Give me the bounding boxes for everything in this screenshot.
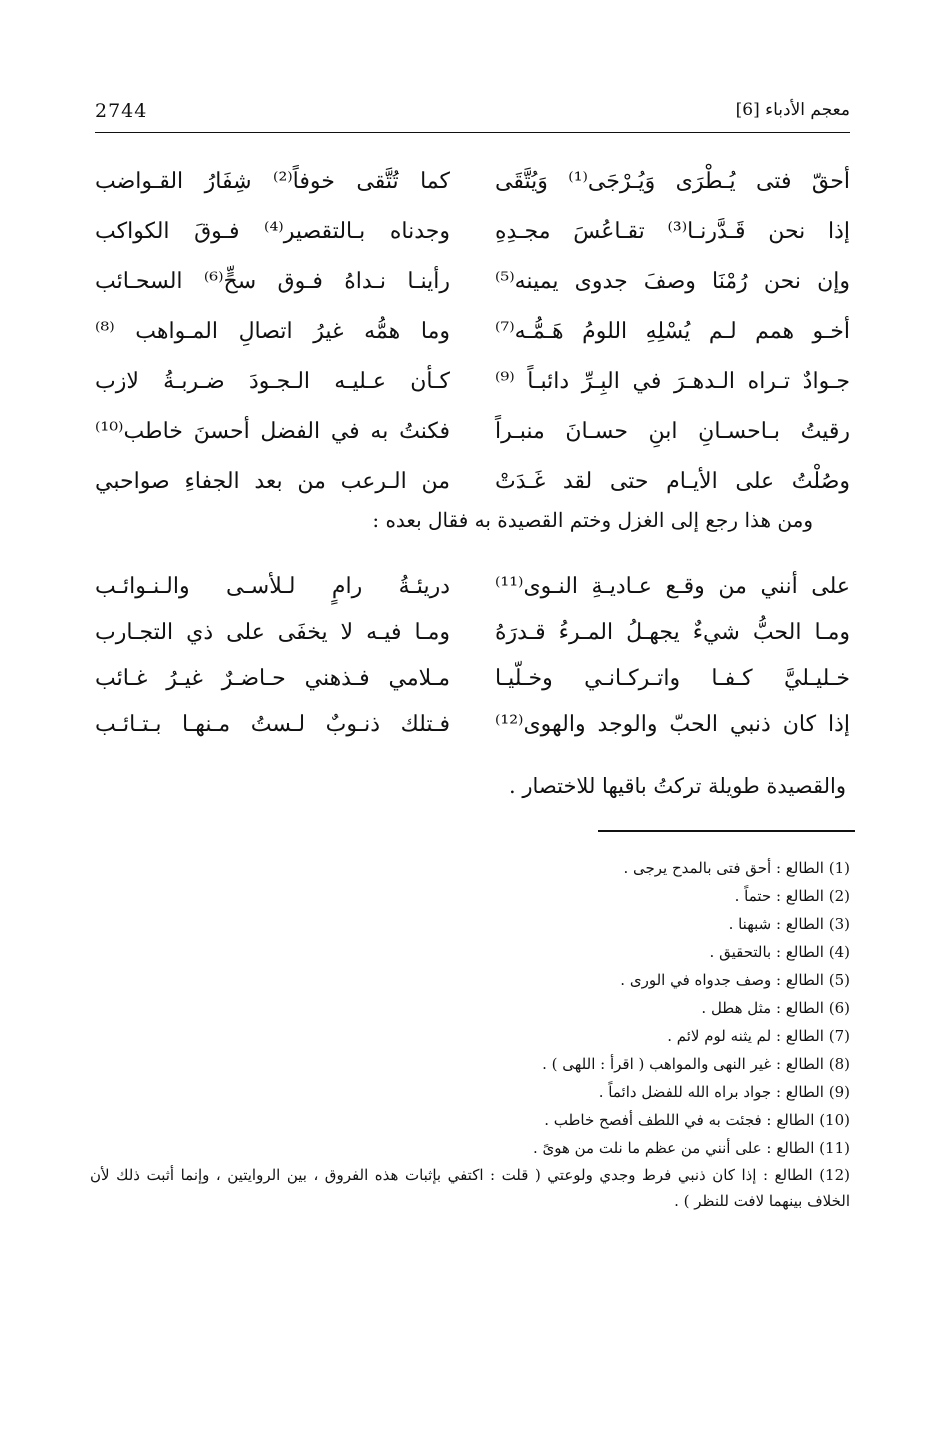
poem-verse [95,703,850,749]
footnote: (9) الطالع : جواد براه الله للفضل دائماً . [598,1083,850,1101]
verse-first-hemistich: على أنني من وقـع عـاديـةِ النـوى⁽¹¹⁾ [495,574,850,599]
verse-second-hemistich: دريئـةُ رامٍ لـلأسـى والـنـوائـب [95,574,450,599]
verse-first-hemistich: خـليـليَّ كـفـا واتـركـانـي وخـلّيـا [495,666,850,691]
poem-verse [95,611,850,657]
poem-verse [95,657,850,703]
verse-second-hemistich: رأينـا نـداهُ فـوق سحٍّ⁽⁶⁾ السحـائب [95,269,450,294]
page-number: 2744 [95,100,148,122]
poem-verse [95,310,850,360]
verse-second-hemistich: وما همُّه غيرُ اتصالِ المـواهب ⁽⁸⁾ [95,319,450,344]
verse-second-hemistich: كما تُتَّقى خوفاً⁽²⁾ شِفَارُ القـواضب [95,169,450,194]
verse-second-hemistich: فكنتُ به في الفضل أحسنَ خاطب⁽¹⁰⁾ [95,419,450,444]
poem-verse [95,410,850,460]
footnotes [90,854,850,1214]
verse-first-hemistich: رقيتُ بـاحسـانِ ابنِ حسـانَ منبـراً [495,419,850,444]
poem-verse [95,565,850,611]
verse-first-hemistich: وصُلْتُ على الأيـام حتى لقد غَـدَتْ [495,469,850,494]
poem-part-2 [95,565,850,749]
verse-second-hemistich: من الـرعب من بعد الجفاءِ صواحبي [95,469,450,494]
page-header [95,100,850,130]
verse-first-hemistich: وإن نحن رُمْنَا وصفَ جدوى يمينه⁽⁵⁾ [495,269,850,294]
verse-second-hemistich: وجدناه بـالتقصير⁽⁴⁾ فـوقَ الكواكب [95,219,450,244]
footnote: (2) الطالع : حتماً . [734,887,850,905]
footnote: (5) الطالع : وصف جدواه في الورى . [620,971,850,989]
footnote-rule [598,830,855,832]
closing-paragraph: والقصيدة طويلة تركتُ باقيها للاختصار . [509,774,846,798]
footnote: (6) الطالع : مثل هطل . [701,999,850,1017]
footnote: (4) الطالع : بالتحقيق . [709,943,850,961]
transition-paragraph: ومن هذا رجع إلى الغزل وختم القصيدة به فقال بعده : [372,508,813,532]
verse-first-hemistich: أحقّ فتى يُـطْرَى وَيُـرْجَى⁽¹⁾ وَيُتَّقَى [495,169,850,194]
verse-first-hemistich: ومـا الحبُّ شيءٌ يجهـلُ المـرءُ قـدرَهُ [495,620,850,645]
footnote: (11) الطالع : على أنني من عظم ما نلت من هوىً . [532,1139,850,1157]
verse-second-hemistich: ومـا فيـه لا يخفَى على ذي التجـارب [95,620,450,645]
verse-second-hemistich: فـتلك ذنـوبٌ لـستُ مـنهـا بـتـائـب [95,712,450,737]
poem-verse [95,360,850,410]
verse-first-hemistich: إذا نحن قَـدَّرنـا⁽³⁾ تقـاعُسَ مجـدِهِ [495,219,850,244]
verse-first-hemistich: أخـو همم لـم يُسْلِهِ اللومُ هَـمُّـه⁽⁷⁾ [495,319,850,344]
footnote: (8) الطالع : غير النهى والمواهب ( اقرأ : اللهى ) . [542,1055,850,1073]
verse-first-hemistich: إذا كان ذنبي الحبّ والوجد والهوى⁽¹²⁾ [495,712,850,737]
running-title: معجم الأدباء [6] [735,100,850,120]
verse-second-hemistich: كـأن عـليـه الـجـودَ ضـربـةُ لازب [95,369,450,394]
footnote: (7) الطالع : لم يثنه لوم لائم . [667,1027,850,1045]
footnote: (3) الطالع : شبهنا . [728,915,850,933]
poem-part-1 [95,160,850,510]
footnote: (1) الطالع : أحق فتى بالمدح يرجى . [623,859,850,877]
footnote: (10) الطالع : فجئت به في اللطف أفصح خاطب . [544,1111,850,1129]
poem-verse [95,460,850,510]
poem-verse [95,210,850,260]
poem-verse [95,260,850,310]
verse-first-hemistich: جـوادٌ تـراه الـدهـرَ في البِـرِّ دائبـاً ⁽⁹⁾ [495,369,850,394]
verse-second-hemistich: مـلامي فـذهني حـاضـرٌ غيـرُ غـائب [95,666,450,691]
header-rule [95,132,850,133]
poem-verse [95,160,850,210]
footnote: (12) الطالع : إذا كان ذنبي فرط وجدي ولوعتي ( قلت : اكتفي بإثبات هذه الفروق ، بين الروايتين ، وإنما أثبت ذلك لأن الخلاف بينهما لافت للنظر ) . [90,1166,850,1210]
